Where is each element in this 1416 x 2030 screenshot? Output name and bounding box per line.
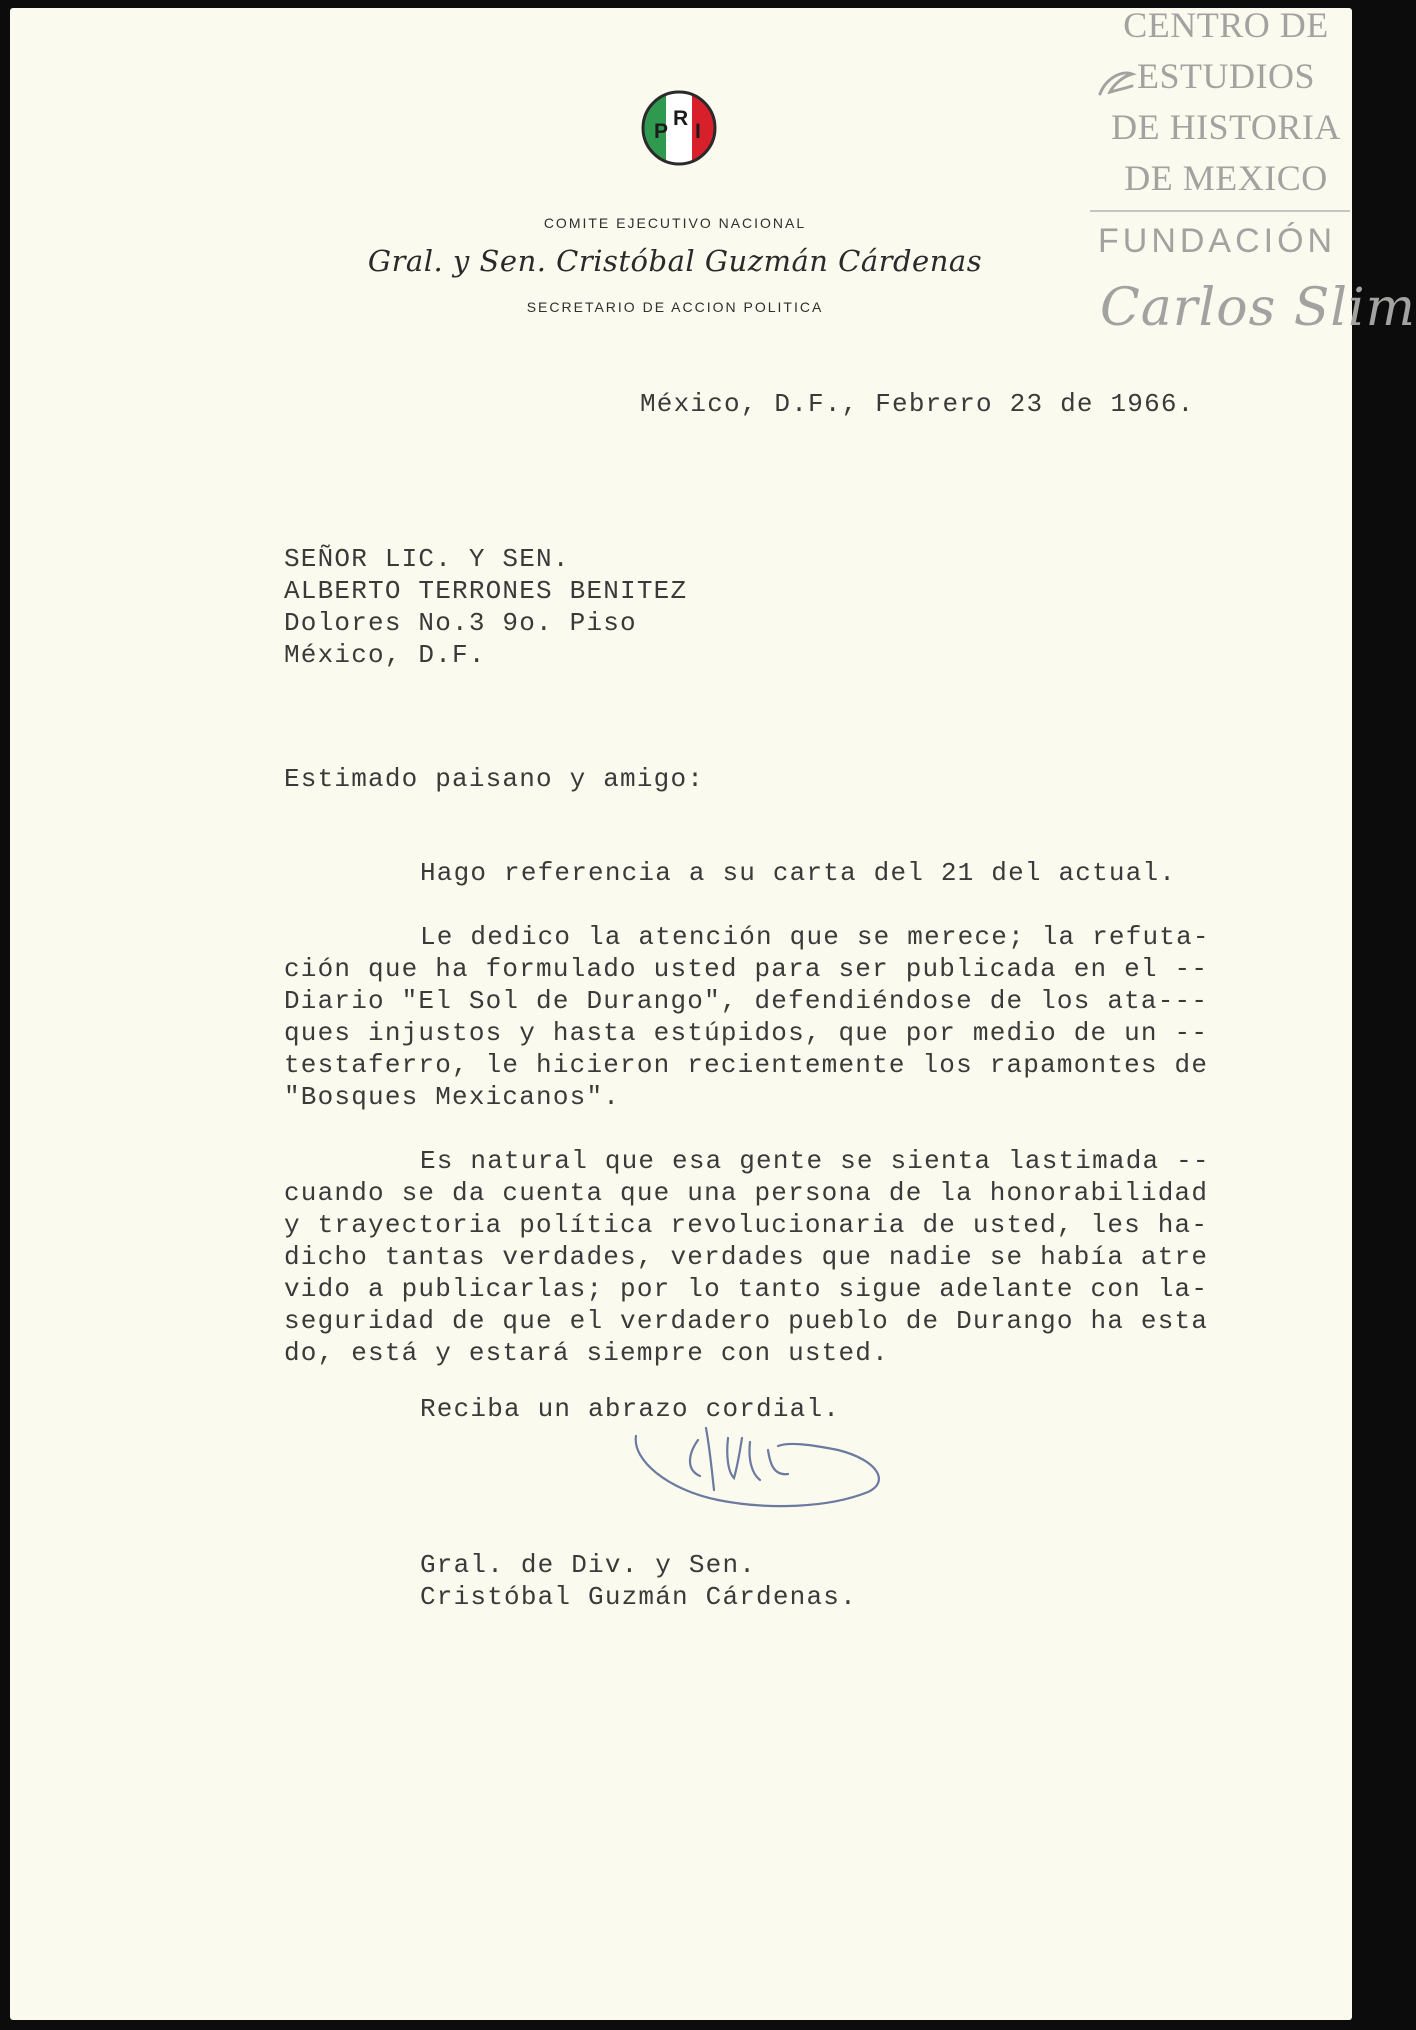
signature-line: Cristóbal Guzmán Cárdenas. xyxy=(420,1582,857,1612)
watermark-swash-icon xyxy=(1096,64,1136,100)
letter-date: México, D.F., Febrero 23 de 1966. xyxy=(640,389,1195,419)
watermark-line: ESTUDIOS xyxy=(1136,56,1315,96)
recipient-line: Dolores No.3 9o. Piso xyxy=(284,608,637,638)
pri-logo-icon xyxy=(640,88,718,168)
recipient-line: SEÑOR LIC. Y SEN. xyxy=(284,544,570,574)
body-line: seguridad de que el verdadero pueblo de Durango ha esta xyxy=(284,1306,1209,1336)
body-line: ción que ha formulado usted para ser publicada en el -- xyxy=(284,954,1209,984)
body-line: ques injustos y hasta estúpidos, que por medio de un -- xyxy=(284,1018,1209,1048)
body-line: Diario "El Sol de Durango", defendiéndose de los ata--- xyxy=(284,986,1209,1016)
body-line: vido a publicarlas; por lo tanto sigue adelante con la- xyxy=(284,1274,1209,1304)
watermark-line: CENTRO DE xyxy=(1123,5,1329,45)
letter-salutation: Estimado paisano y amigo: xyxy=(284,764,705,794)
closing-line: Reciba un abrazo cordial. xyxy=(420,1394,841,1424)
body-line: y trayectoria política revolucionaria de usted, les ha- xyxy=(284,1210,1209,1240)
watermark-line: DE HISTORIA xyxy=(1111,107,1341,147)
watermark-foundation: FUNDACIÓN xyxy=(1098,222,1337,260)
body-line: testaferro, le hicieron recientemente los rapamontes de xyxy=(284,1050,1209,1080)
body-line: Le dedico la atención que se merece; la refuta- xyxy=(420,922,1210,952)
logo-letter-r: R xyxy=(673,107,689,130)
letterhead-name: Gral. y Sen. Cristóbal Guzmán Cárdenas xyxy=(367,244,983,278)
handwritten-signature-icon xyxy=(628,1420,888,1530)
logo-letter-i: I xyxy=(695,120,701,143)
logo-letter-p: P xyxy=(654,120,669,143)
body-line: "Bosques Mexicanos". xyxy=(284,1082,621,1112)
watermark-line: DE MEXICO xyxy=(1124,158,1328,198)
archive-watermark xyxy=(1090,0,1416,340)
body-line: Hago referencia a su carta del 21 del actual. xyxy=(420,858,1177,888)
letterhead-position: SECRETARIO DE ACCION POLITICA xyxy=(526,299,824,315)
letterhead-committee: COMITE EJECUTIVO NACIONAL xyxy=(543,215,807,231)
signature-line: Gral. de Div. y Sen. xyxy=(420,1550,757,1580)
body-line: Es natural que esa gente se sienta lastimada -- xyxy=(420,1146,1210,1176)
body-line: cuando se da cuenta que una persona de la honorabilidad xyxy=(284,1178,1209,1208)
body-line: do, está y estará siempre con usted. xyxy=(284,1338,889,1368)
watermark-foundation-signature: Carlos Slim xyxy=(1100,278,1416,338)
watermark-divider xyxy=(1090,210,1350,212)
recipient-line: ALBERTO TERRONES BENITEZ xyxy=(284,576,688,606)
recipient-line: México, D.F. xyxy=(284,640,486,670)
body-line: dicho tantas verdades, verdades que nadie se había atre xyxy=(284,1242,1209,1272)
